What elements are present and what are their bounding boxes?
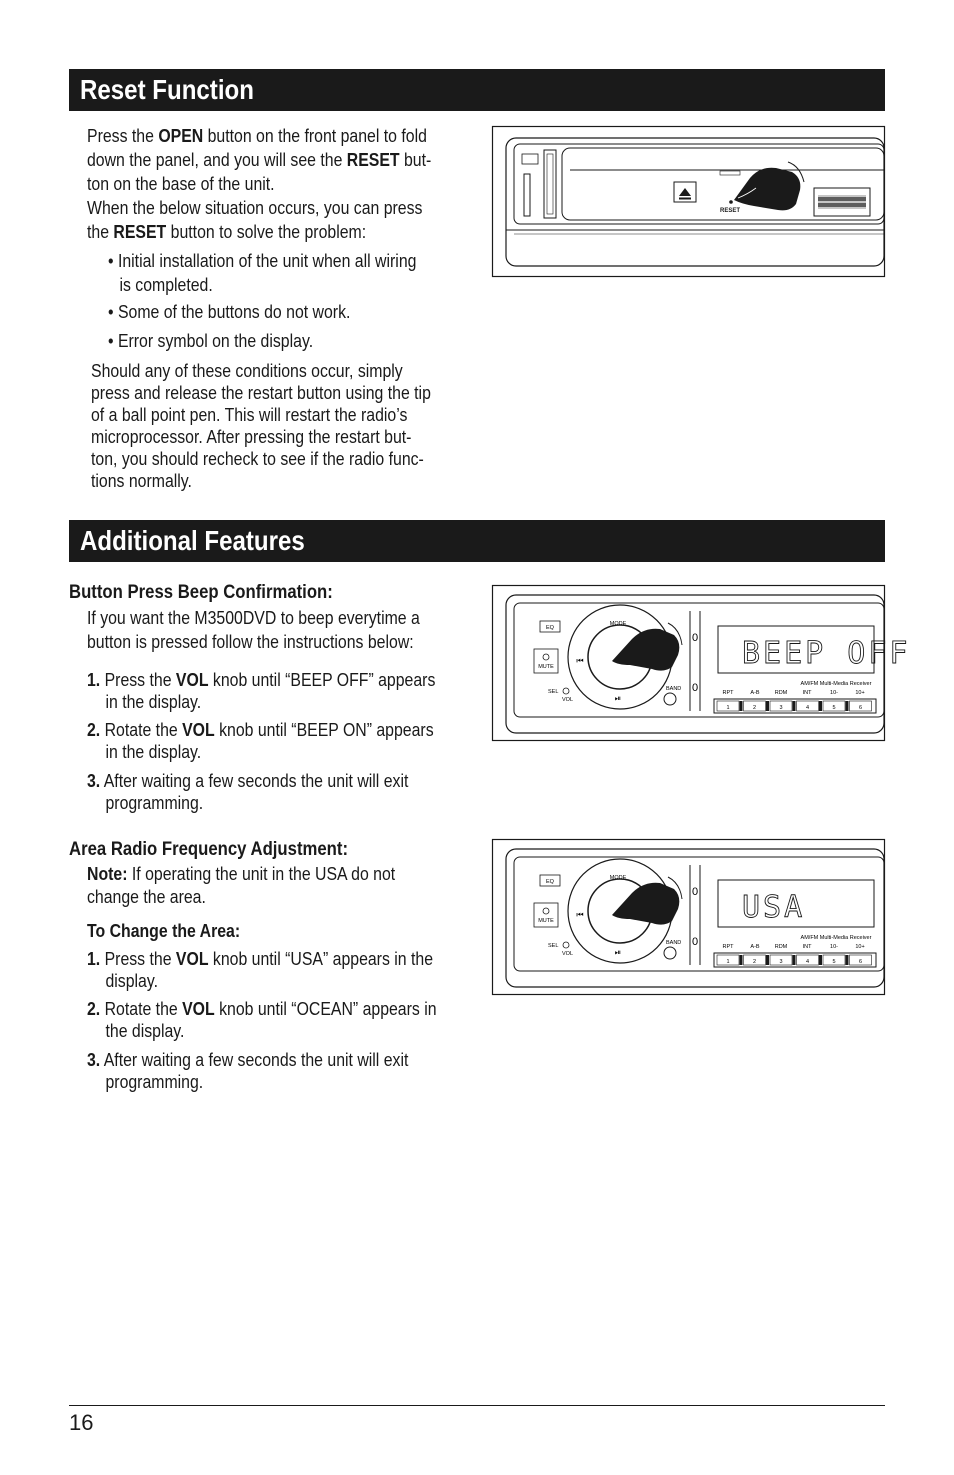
- preset-divider: [846, 955, 849, 965]
- preset-label: 10-: [830, 690, 838, 696]
- preset-label: 10+: [855, 944, 865, 950]
- zero-indicator: 0: [691, 886, 699, 898]
- play-pause-icon: ⏯: [614, 948, 622, 957]
- eq-label: EQ: [546, 879, 554, 885]
- preset-label: A-B: [750, 944, 760, 950]
- area-heading: Area Radio Frequency Adjustment:: [69, 839, 349, 860]
- preset-key-label: 1: [726, 705, 730, 711]
- beep-step-3: 3. After waiting a few seconds the unit will exit programming.: [87, 771, 409, 813]
- band-label: BAND: [666, 686, 682, 692]
- preset-divider: [846, 701, 849, 711]
- beep-intro: If you want the M3500DVD to beep everytime a button is pressed follow the instructions below:: [87, 608, 420, 652]
- area-step-1: 1. Press the VOL knob until “USA” appears in the display.: [87, 949, 434, 991]
- zero-indicator: 0: [691, 682, 699, 694]
- reset-figure: [492, 126, 886, 278]
- reset-bullet-2: • Some of the buttons do not work.: [108, 302, 351, 322]
- preset-label: RPT: [722, 690, 734, 696]
- preset-divider: [740, 701, 743, 711]
- mode-label: MODE: [609, 875, 627, 881]
- lcd-text: BEEP OFF: [742, 636, 911, 671]
- reset-function-header: Reset Function: [69, 69, 885, 111]
- preset-key-label: 6: [858, 959, 863, 965]
- play-pause-icon: ⏯: [614, 694, 622, 703]
- reset-paragraph-2: When the below situation occurs, you can press the RESET button to solve the problem:: [87, 198, 423, 242]
- mode-label: MODE: [609, 621, 627, 627]
- preset-key-label: 1: [726, 959, 730, 965]
- zero-indicator: 0: [691, 936, 699, 948]
- preset-label: 10+: [855, 690, 865, 696]
- preset-label: 10-: [830, 944, 838, 950]
- preset-divider: [766, 701, 769, 711]
- svg-text:RESET: RESET: [719, 208, 741, 214]
- preset-key-label: 5: [832, 705, 836, 711]
- zero-indicator: 0: [691, 632, 699, 644]
- reset-bullet-1: • Initial installation of the unit when all wiring is completed.: [108, 251, 417, 295]
- preset-key-label: 5: [832, 959, 836, 965]
- preset-key-label: 4: [805, 705, 810, 711]
- preset-label: RDM: [774, 944, 788, 950]
- eq-label: EQ: [546, 625, 554, 631]
- additional-features-header: Additional Features: [69, 520, 885, 562]
- preset-key-label: 4: [805, 959, 810, 965]
- preset-label: A-B: [750, 690, 760, 696]
- mute-label: MUTE: [538, 664, 554, 670]
- sel-label: SEL: [548, 689, 559, 695]
- prev-icon: ⏮: [576, 910, 584, 919]
- preset-key-label: 2: [752, 705, 757, 711]
- area-change-heading: To Change the Area:: [87, 921, 241, 941]
- beep-step-1: 1. Press the VOL knob until “BEEP OFF” appears in the display.: [87, 670, 436, 712]
- sel-label: SEL: [548, 943, 559, 949]
- preset-label: INT: [802, 944, 812, 950]
- receiver-label: AM/FM Multi-Media Receiver: [800, 935, 872, 941]
- preset-label: INT: [802, 690, 812, 696]
- area-step-3: 3. After waiting a few seconds the unit will exit programming.: [87, 1050, 409, 1092]
- preset-label: RDM: [774, 690, 788, 696]
- receiver-label: AM/FM Multi-Media Receiver: [800, 681, 872, 687]
- beep-panel-figure: [492, 585, 911, 742]
- reset-paragraph-3: Should any of these conditions occur, simply press and release the restart button using the tip of a ball point pen. This will restart the radio’s microprocessor. After pressing the restart but- ton, you should recheck to see if the radio func- tions normally.: [91, 361, 431, 491]
- area-step-2: 2. Rotate the VOL knob until “OCEAN” appears in the display.: [87, 999, 437, 1041]
- reset-paragraph-1: Press the OPEN button on the front panel to fold down the panel, and you will see the RESET but- ton on the base of the unit.: [87, 126, 432, 194]
- beep-heading: Button Press Beep Confirmation:: [69, 582, 333, 603]
- preset-divider: [740, 955, 743, 965]
- reset-bullet-3: • Error symbol on the display.: [108, 331, 314, 351]
- preset-key-label: 6: [858, 705, 863, 711]
- preset-divider: [793, 701, 796, 711]
- preset-label: RPT: [722, 944, 734, 950]
- area-panel-figure: [492, 839, 886, 996]
- mute-label: MUTE: [538, 918, 554, 924]
- lcd-text: USA: [742, 890, 806, 925]
- preset-divider: [819, 955, 822, 965]
- preset-key-label: 3: [779, 705, 783, 711]
- beep-step-2: 2. Rotate the VOL knob until “BEEP ON” appears in the display.: [87, 720, 434, 762]
- preset-key-label: 3: [779, 959, 783, 965]
- preset-key-label: 2: [752, 959, 757, 965]
- page-number: 16: [69, 1410, 94, 1435]
- vol-label: VOL: [562, 951, 574, 957]
- footer-rule: [69, 1405, 885, 1406]
- band-label: BAND: [666, 940, 682, 946]
- prev-icon: ⏮: [576, 656, 584, 665]
- preset-divider: [819, 701, 822, 711]
- preset-divider: [793, 955, 796, 965]
- preset-divider: [766, 955, 769, 965]
- vol-label: VOL: [562, 697, 574, 703]
- area-note: Note: If operating the unit in the USA do not change the area.: [87, 864, 396, 907]
